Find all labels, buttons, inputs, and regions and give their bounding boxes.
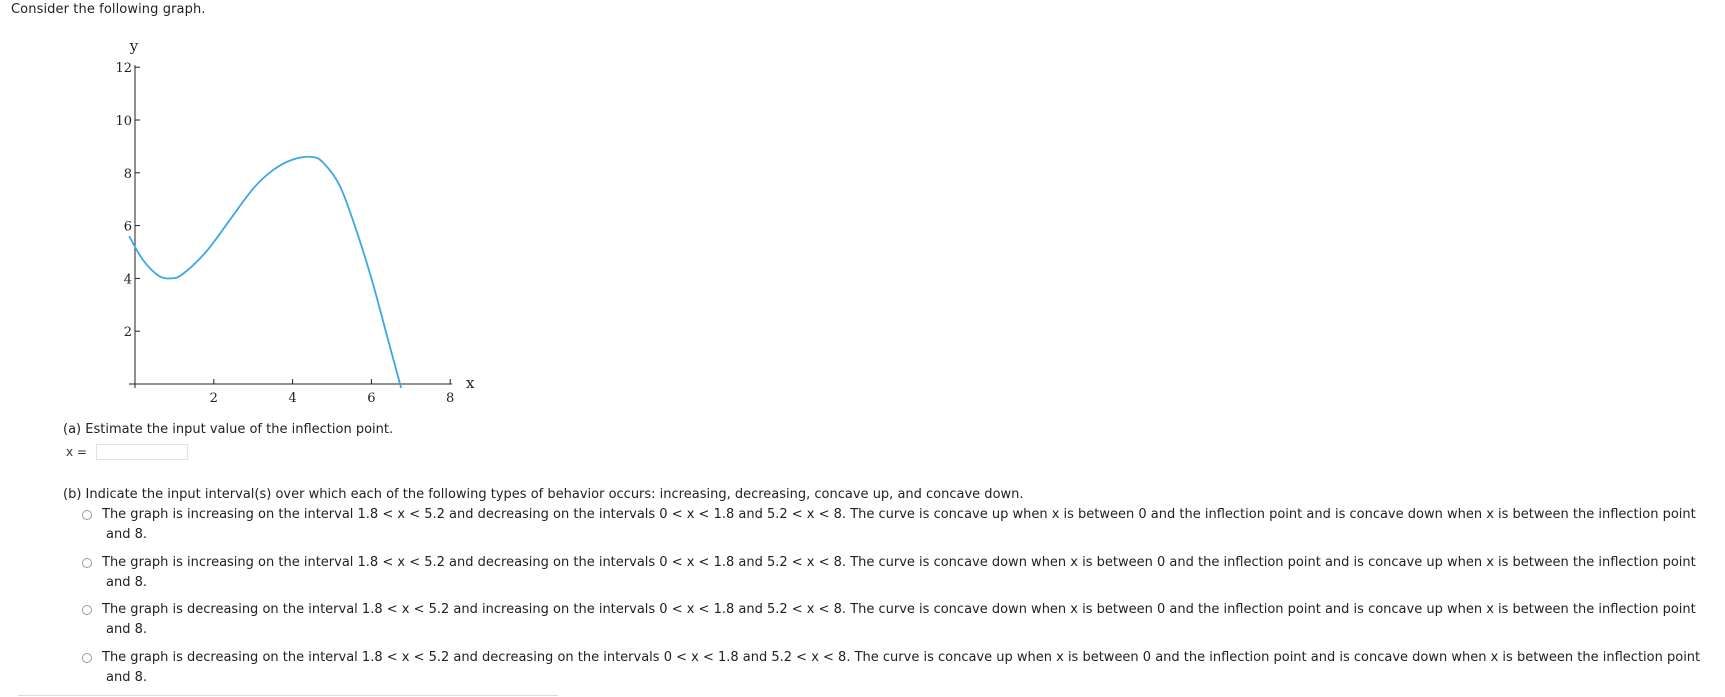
radio-button[interactable] bbox=[82, 605, 92, 615]
x-tick-label: 2 bbox=[209, 391, 218, 406]
option-text-line2: and 8. bbox=[106, 670, 147, 685]
option-text-line1: The graph is decreasing on the interval 1.8 < x < 5.2 and decreasing on the intervals 0 < x < 1.8 and 5.2 < x < 8. The curve is concave up when x is between 0 and the inflection point and is concave down when x is between the inflection point bbox=[102, 650, 1701, 665]
part-b-question: (b) Indicate the input interval(s) over which each of the following types of behavior occurs: increasing, decreasing, concave up, and concave down. bbox=[63, 487, 1024, 502]
y-axis-label: y bbox=[129, 37, 139, 56]
y-tick-label: 10 bbox=[115, 114, 132, 129]
inflection-x-input[interactable] bbox=[96, 444, 188, 460]
x-tick-label: 6 bbox=[367, 391, 376, 406]
y-tick-label: 6 bbox=[123, 219, 132, 235]
x-tick-label: 8 bbox=[446, 391, 455, 406]
graph-ticks bbox=[115, 61, 454, 406]
radio-button[interactable] bbox=[82, 510, 92, 520]
divider bbox=[18, 695, 558, 696]
answer-label: x = bbox=[66, 445, 87, 459]
option-text-line1: The graph is decreasing on the interval 1.8 < x < 5.2 and increasing on the intervals 0 < x < 1.8 and 5.2 < x < 8. The curve is concave down when x is between 0 and the inflection point and is concave up when x is between the inflection point bbox=[102, 602, 1696, 617]
option-text-line2: and 8. bbox=[106, 575, 147, 590]
radio-button[interactable] bbox=[82, 653, 92, 663]
radio-button[interactable] bbox=[82, 558, 92, 568]
option-4[interactable] bbox=[82, 648, 1712, 688]
function-curve bbox=[129, 157, 403, 395]
option-1[interactable] bbox=[82, 505, 1712, 545]
y-tick-label: 8 bbox=[123, 166, 132, 182]
option-text-line1: The graph is increasing on the interval 1.8 < x < 5.2 and decreasing on the intervals 0 < x < 1.8 and 5.2 < x < 8. The curve is concave down when x is between 0 and the inflection point and is concave up when x is between the inflection point bbox=[102, 555, 1696, 570]
part-a-question: (a) Estimate the input value of the inflection point. bbox=[63, 422, 394, 437]
option-text-line2: and 8. bbox=[106, 622, 147, 637]
option-text-line1: The graph is increasing on the interval 1.8 < x < 5.2 and decreasing on the intervals 0 < x < 1.8 and 5.2 < x < 8. The curve is concave up when x is between 0 and the inflection point and is concave down when x is between the inflection point bbox=[102, 507, 1696, 522]
y-tick-label: 12 bbox=[115, 61, 132, 77]
x-tick-label: 4 bbox=[288, 391, 297, 406]
graph-axes bbox=[129, 37, 475, 392]
intro-text: Consider the following graph. bbox=[11, 2, 206, 17]
option-2[interactable] bbox=[82, 553, 1712, 593]
y-tick-label: 4 bbox=[123, 272, 132, 288]
function-graph bbox=[0, 0, 520, 410]
option-text-line2: and 8. bbox=[106, 527, 147, 542]
x-axis-label: x bbox=[465, 374, 475, 392]
y-tick-label: 2 bbox=[123, 325, 132, 341]
answer-row bbox=[66, 444, 188, 460]
option-3[interactable] bbox=[82, 600, 1712, 640]
